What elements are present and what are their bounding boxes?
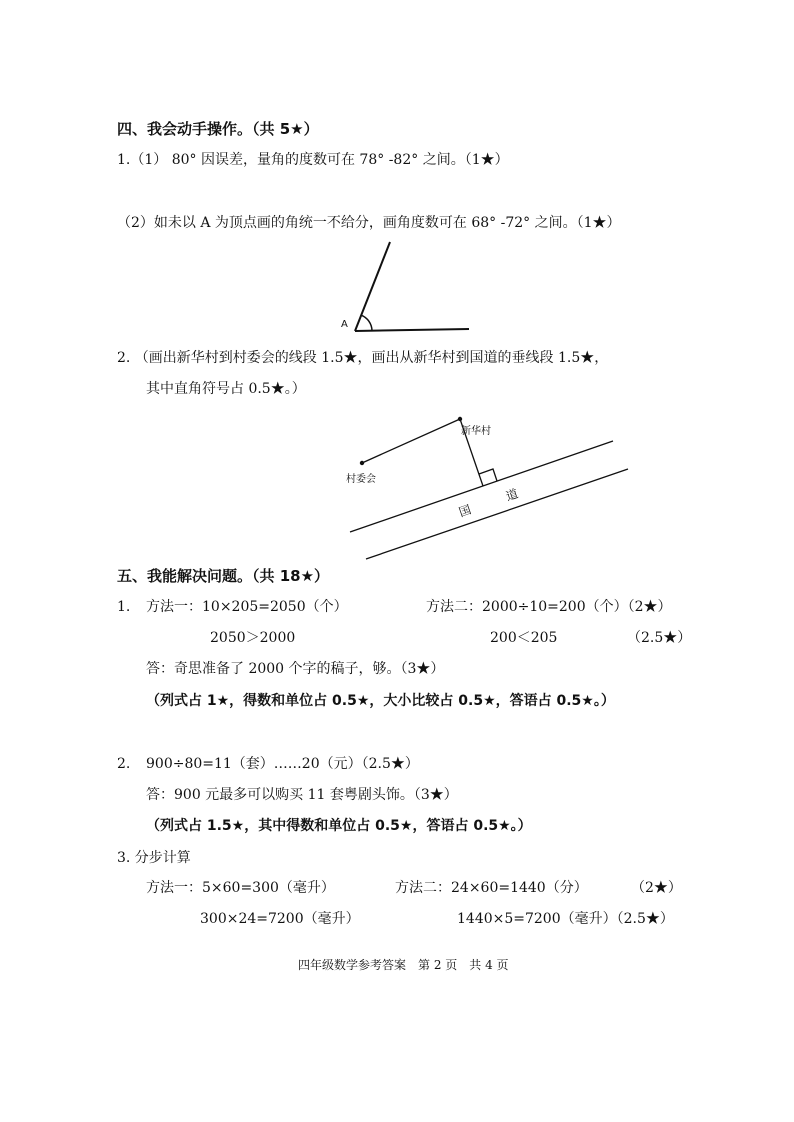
q5-1-method1-line1: 方法一：10×205=2050（个） <box>146 599 348 615</box>
q5-3-method2-line2: 1440×5=7200（毫升）（2.5★） <box>457 911 674 927</box>
village-label: 新华村 <box>461 426 491 437</box>
q5-2-line1: 900÷80=11（套）……20（元）（2.5★） <box>146 756 419 772</box>
angle-drawing <box>330 238 480 338</box>
section-five-heading: 五、我能解决问题。（共 18★） <box>117 567 330 585</box>
road-label-dao: 道 <box>504 486 520 504</box>
q5-1-method2-line2: 200＜205 <box>490 630 558 646</box>
q5-3-score: （2★） <box>631 880 682 896</box>
q5-1-method2-line1: 方法二：2000÷10=200（个）（2★） <box>426 599 672 615</box>
q5-3-method1-line1: 方法一：5×60=300（毫升） <box>146 880 335 896</box>
q5-1-answer: 答：奇思准备了 2000 个字的稿子，够。（3★） <box>146 661 445 677</box>
q5-2-number: 2. <box>117 756 131 772</box>
q2-line2-text: 其中直角符号占 0.5★。） <box>146 381 306 397</box>
committee-label: 村委会 <box>346 474 376 485</box>
q5-1-method1-line2: 2050＞2000 <box>210 630 296 646</box>
q5-1-score: （2.5★） <box>627 630 692 646</box>
q5-1-scoring-note: （列式占 1★，得数和单位占 0.5★，大小比较占 0.5★，答语占 0.5★。） <box>146 693 615 709</box>
q2-line1-text: 2. （画出新华村到村委会的线段 1.5★，画出从新华村到国道的垂线段 1.5★， <box>117 350 609 366</box>
road-label-guo: 国 <box>457 502 473 520</box>
q5-2-answer: 答：900 元最多可以购买 11 套粤剧头饰。（3★） <box>146 787 458 803</box>
q5-3-method1-line2: 300×24=7200（毫升） <box>200 911 360 927</box>
q1-part1-text: 1.（1） 80° 因误差，量角的度数可在 78° -82° 之间。（1★） <box>117 152 509 168</box>
q5-3-method2-line1: 方法二：24×60=1440（分） <box>395 880 588 896</box>
q5-2-scoring-note: （列式占 1.5★，其中得数和单位占 0.5★，答语占 0.5★。） <box>146 818 532 834</box>
q5-3-title: 3. 分步计算 <box>117 850 191 866</box>
angle-vertex-label: A <box>341 319 348 330</box>
page-footer: 四年级数学参考答案 第 2 页 共 4 页 <box>298 958 509 972</box>
q1-part2-text: （2）如未以 A 为顶点画的角统一不给分，画角度数可在 68° -72° 之间。（1★） <box>117 215 621 231</box>
q5-1-number: 1. <box>117 599 131 615</box>
section-four-heading: 四、我会动手操作。（共 5★） <box>117 120 319 138</box>
